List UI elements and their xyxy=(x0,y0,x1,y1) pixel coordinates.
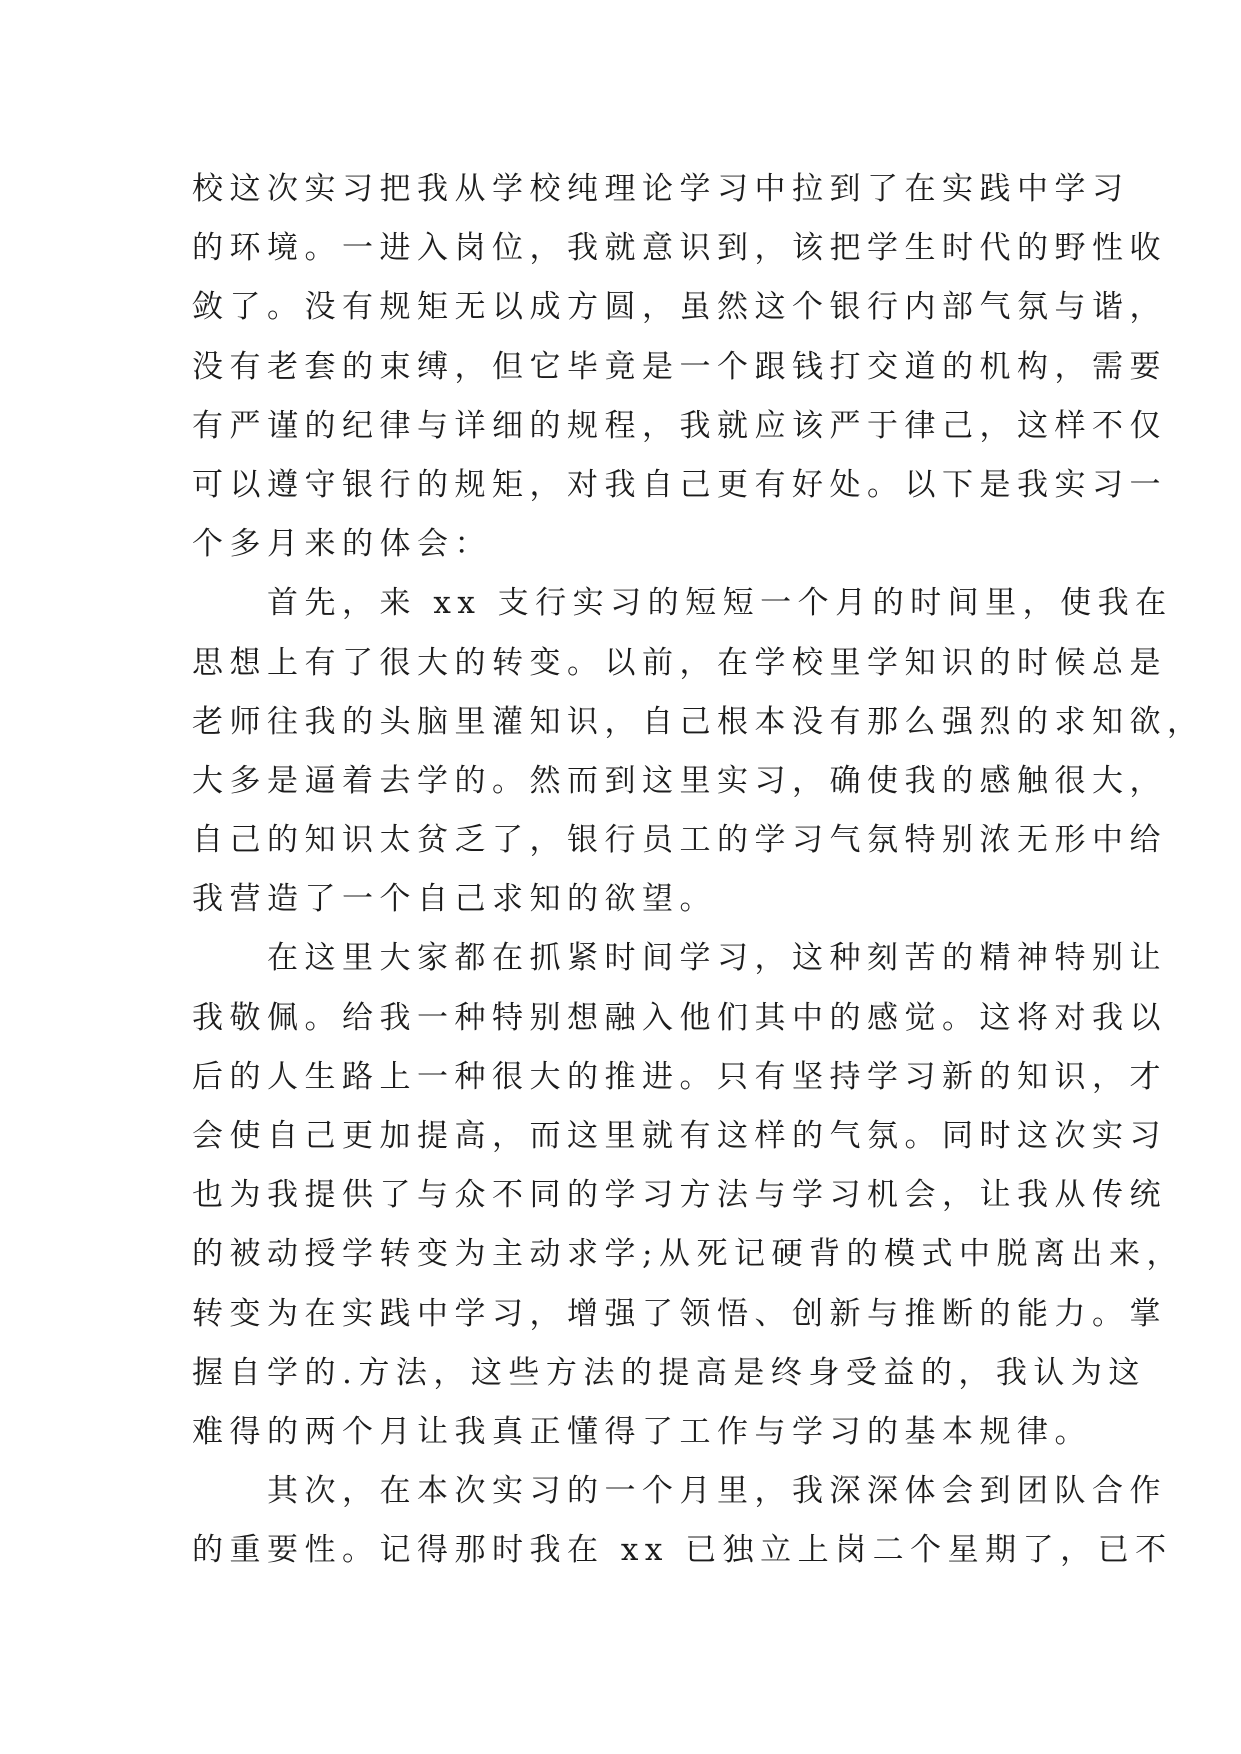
text-line: 的重要性。记得那时我在 xx 已独立上岗二个星期了，已不 xyxy=(192,1532,1173,1569)
text-line: 会使自己更加提高，而这里就有这样的气氛。同时这次实习 xyxy=(192,1118,1167,1154)
text-line: 在这里大家都在抓紧时间学习，这种刻苦的精神特别让 xyxy=(192,940,1167,977)
text-line: 其次，在本次实习的一个月里，我深深体会到团队合作 xyxy=(192,1473,1167,1510)
text-line: 的被动授学转变为主动求学;从死记硬背的模式中脱离出来， xyxy=(192,1236,1184,1273)
text-line: 老师往我的头脑里灌知识，自己根本没有那么强烈的求知欲， xyxy=(192,703,1205,740)
text-line: 后的人生路上一种很大的推进。只有坚持学习新的知识，才 xyxy=(192,1058,1167,1095)
text-line: 我营造了一个自己求知的欲望。 xyxy=(192,881,717,918)
text-line: 校这次实习把我从学校纯理论学习中拉到了在实践中学习 xyxy=(192,171,1130,207)
text-line: 的环境。一进入岗位，我就意识到，该把学生时代的野性收 xyxy=(192,230,1167,267)
text-line: 思想上有了很大的转变。以前，在学校里学知识的时候总是 xyxy=(192,644,1167,681)
text-line: 可以遵守银行的规矩，对我自己更有好处。以下是我实习一 xyxy=(192,466,1167,503)
text-line: 个多月来的体会： xyxy=(192,526,492,563)
text-line: 也为我提供了与众不同的学习方法与学习机会，让我从传统 xyxy=(192,1177,1167,1214)
text-line: 没有老套的束缚，但它毕竟是一个跟钱打交道的机构，需要 xyxy=(192,348,1167,385)
text-line: 难得的两个月让我真正懂得了工作与学习的基本规律。 xyxy=(192,1413,1092,1450)
text-line: 握自学的.方法，这些方法的提高是终身受益的，我认为这 xyxy=(192,1354,1146,1391)
text-line: 首先，来 xx 支行实习的短短一个月的时间里，使我在 xyxy=(192,585,1173,622)
text-line: 转变为在实践中学习，增强了领悟、创新与推断的能力。掌 xyxy=(192,1295,1167,1332)
text-line: 有严谨的纪律与详细的规程，我就应该严于律己，这样不仅 xyxy=(192,407,1167,444)
text-line: 自己的知识太贫乏了，银行员工的学习气氛特别浓无形中给 xyxy=(192,822,1167,859)
body-text xyxy=(192,160,1205,1581)
text-line: 敛了。没有规矩无以成方圆，虽然这个银行内部气氛与谐， xyxy=(192,289,1167,326)
text-line: 大多是逼着去学的。然而到这里实习，确使我的感触很大， xyxy=(192,762,1167,799)
text-line: 我敬佩。给我一种特别想融入他们其中的感觉。这将对我以 xyxy=(192,999,1167,1036)
